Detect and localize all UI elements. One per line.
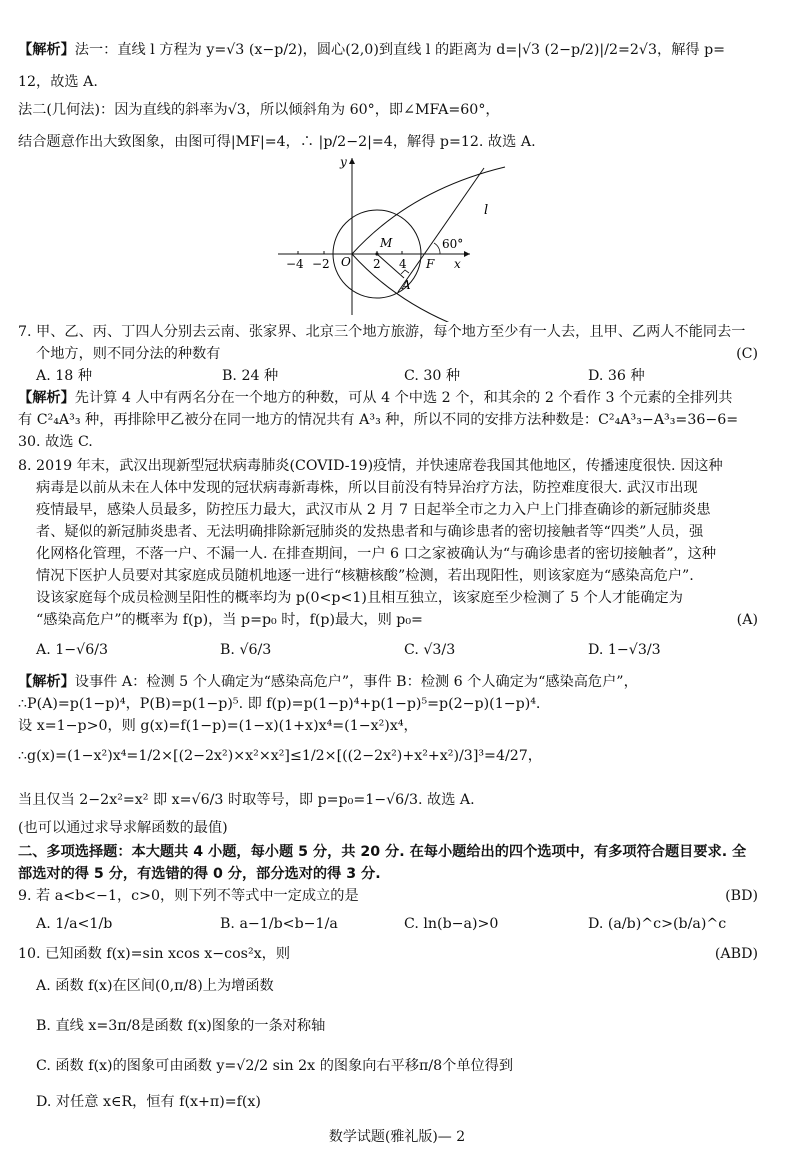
angle-arc bbox=[434, 243, 440, 254]
tick-neg2: −2 bbox=[312, 257, 330, 271]
tick-neg4: −4 bbox=[286, 257, 304, 271]
sol6-line1-text: 法一：直线 l 方程为 y=√3 (x−p/2)，圆心(2,0)到直线 l 的距离为 d=|√3 (2−p/2)|/2=2√3，解得 p= bbox=[74, 42, 726, 58]
line-l bbox=[398, 168, 484, 292]
q9-option-c: C. ln(b−a)>0 bbox=[404, 916, 499, 932]
sol6-line2: 12，故选 A. bbox=[18, 74, 98, 90]
q8-sol5: 当且仅当 2−2x²=x² 即 x=√6/3 时取等号，即 p=p₀=1−√6/3. 故选 A. bbox=[18, 792, 475, 808]
q7-stem2-text: 个地方，则不同分法的种数有 bbox=[36, 346, 221, 362]
q7-sol1-text: 先计算 4 人中有两名分在一个地方的种数，可从 4 个中选 2 个，和其余的 2 个看作 3 个元素的全排列共 bbox=[74, 390, 733, 406]
q8-line7: 设该家庭每个成员检测呈阳性的概率均为 p(0<p<1)且相互独立，该家庭至少检测了 5 个人才能确定为 bbox=[36, 590, 683, 606]
q7-stem2 bbox=[36, 344, 776, 364]
q8-option-a: A. 1−√6/3 bbox=[36, 642, 109, 658]
q8-sol1 bbox=[18, 672, 776, 692]
sol6-line4: 结合题意作出大致图象，由图可得|MF|=4，∴ |p/2−2|=4，解得 p=12. 故选 A. bbox=[18, 134, 536, 150]
q9-stem bbox=[18, 886, 776, 906]
q8-line2: 病毒是以前从未在人体中发现的冠状病毒新毒株，所以目前没有特异治疗方法，防控难度很大. 武汉市出现 bbox=[36, 480, 698, 496]
q7-option-c: C. 30 种 bbox=[404, 368, 461, 384]
label-a: A bbox=[402, 278, 411, 292]
q8-sol2: ∴P(A)=p(1−p)⁴，P(B)=p(1−p)⁵. 即 f(p)=p(1−p)⁴+p(1−p)⁵=p(2−p)(1−p)⁴. bbox=[18, 696, 541, 712]
sol6-line3: 法二(几何法)：因为直线的斜率为√3，所以倾斜角为 60°，即∠MFA=60°， bbox=[18, 102, 500, 118]
q10-option-a: A. 函数 f(x)在区间(0,π/8)上为增函数 bbox=[36, 978, 274, 994]
q8-option-b: B. √6/3 bbox=[220, 642, 272, 658]
q8-line6: 情况下医护人员要对其家庭成员随机地逐一进行“核糖核酸”检测，若出现阳性，则该家庭为“感染高危户”. bbox=[36, 568, 694, 584]
q8-line4: 者、疑似的新冠肺炎患者、无法明确排除新冠肺炎的发热患者和与确诊患者的密切接触者等“四类”人员，强 bbox=[36, 524, 704, 540]
q8-option-d: D. 1−√3/3 bbox=[588, 642, 661, 658]
q8-sol3: 设 x=1−p>0，则 g(x)=f(1−p)=(1−x)(1+x)x⁴=(1−x²)x⁴， bbox=[18, 718, 418, 734]
section2-line1: 二、多项选择题：本大题共 4 小题，每小题 5 分，共 20 分. 在每小题给出的四个选项中，有多项符合题目要求. 全 bbox=[18, 844, 747, 860]
q8-sol-tag: 【解析】 bbox=[18, 674, 75, 690]
q8-option-c: C. √3/3 bbox=[404, 642, 456, 658]
q8-line8-text: “感染高危户”的概率为 f(p)，当 p=p₀ 时，f(p)最大，则 p₀= bbox=[36, 612, 423, 628]
label-m: M bbox=[380, 236, 393, 250]
q10-option-d: D. 对任意 x∈R，恒有 f(x+π)=f(x) bbox=[36, 1094, 261, 1110]
q8-line8 bbox=[36, 610, 776, 630]
q7-option-d: D. 36 种 bbox=[588, 368, 645, 384]
q7-sol3: 30. 故选 C. bbox=[18, 434, 93, 450]
q10-option-c: C. 函数 f(x)的图象可由函数 y=√2/2 sin 2x 的图象向右平移π/8个单位得到 bbox=[36, 1058, 514, 1074]
q8-answer: (A) bbox=[736, 612, 758, 628]
parabola bbox=[352, 167, 505, 322]
label-x: x bbox=[454, 257, 461, 271]
q8-line1: 8. 2019 年末，武汉出现新型冠状病毒肺炎(COVID-19)疫情，并快速席卷我国其他地区，传播速度很快. 因这种 bbox=[18, 458, 723, 474]
geometry-figure bbox=[270, 150, 530, 322]
q7-sol2: 有 C²₄A³₃ 种，再排除甲乙被分在同一地方的情况共有 A³₃ 种，所以不同的安排方法种数是：C²₄A³₃−A³₃=36−6= bbox=[18, 412, 739, 428]
label-o: O bbox=[341, 255, 351, 269]
q8-sol1-text: 设事件 A：检测 5 个人确定为“感染高危户”，事件 B：检测 6 个人确定为“感染高危户”， bbox=[74, 674, 638, 690]
q7-answer: (C) bbox=[736, 346, 758, 362]
q10-option-b: B. 直线 x=3π/8是函数 f(x)图象的一条对称轴 bbox=[36, 1018, 326, 1034]
q9-option-d: D. (a/b)^c>(b/a)^c bbox=[588, 916, 727, 932]
q8-line3: 疫情最早，感染人员最多，防控压力最大，武汉市从 2 月 7 日起举全市之力入户上门排查确诊的新冠肺炎患 bbox=[36, 502, 711, 518]
q9-answer: (BD) bbox=[725, 888, 758, 904]
sol6-tag: 【解析】 bbox=[18, 42, 75, 58]
q10-stem-text: 10. 已知函数 f(x)=sin xcos x−cos²x，则 bbox=[18, 946, 291, 962]
q10-stem bbox=[18, 944, 776, 964]
q9-stem-text: 9. 若 a<b<−1，c>0，则下列不等式中一定成立的是 bbox=[18, 888, 359, 904]
q8-line5: 化网格化管理，不落一户、不漏一人. 在排查期间，一户 6 口之家被确认为“与确诊患者的密切接触者”，这种 bbox=[36, 546, 717, 562]
q7-option-a: A. 18 种 bbox=[36, 368, 93, 384]
q7-option-b: B. 24 种 bbox=[222, 368, 279, 384]
page-footer: 数学试题(雅礼版)— 2 bbox=[328, 1129, 466, 1145]
tick-4: 4 bbox=[399, 257, 407, 271]
q8-sol4: ∴g(x)=(1−x²)x⁴=1/2×[(2−2x²)×x²×x²]≤1/2×[((2−2x²)+x²+x²)/3]³=4/27， bbox=[18, 748, 542, 764]
label-l: l bbox=[484, 203, 489, 218]
label-y: y bbox=[340, 155, 347, 169]
q7-sol1 bbox=[18, 388, 776, 408]
q9-option-b: B. a−1/b<b−1/a bbox=[220, 916, 338, 932]
tick-2: 2 bbox=[373, 257, 381, 271]
label-angle: 60° bbox=[442, 237, 464, 251]
section2-line2: 部选对的得 5 分，有选错的得 0 分，部分选对的得 3 分. bbox=[18, 866, 381, 882]
sol6-line1 bbox=[18, 40, 776, 60]
q10-answer: (ABD) bbox=[714, 946, 758, 962]
q8-sol6: (也可以通过求导求解函数的最值) bbox=[18, 820, 228, 836]
q7-stem1: 7. 甲、乙、丙、丁四人分别去云南、张家界、北京三个地方旅游，每个地方至少有一人去，且甲、乙两人不能同去一 bbox=[18, 324, 746, 340]
q7-sol-tag: 【解析】 bbox=[18, 390, 75, 406]
label-f: F bbox=[426, 257, 435, 271]
q9-option-a: A. 1/a<1/b bbox=[36, 916, 113, 932]
